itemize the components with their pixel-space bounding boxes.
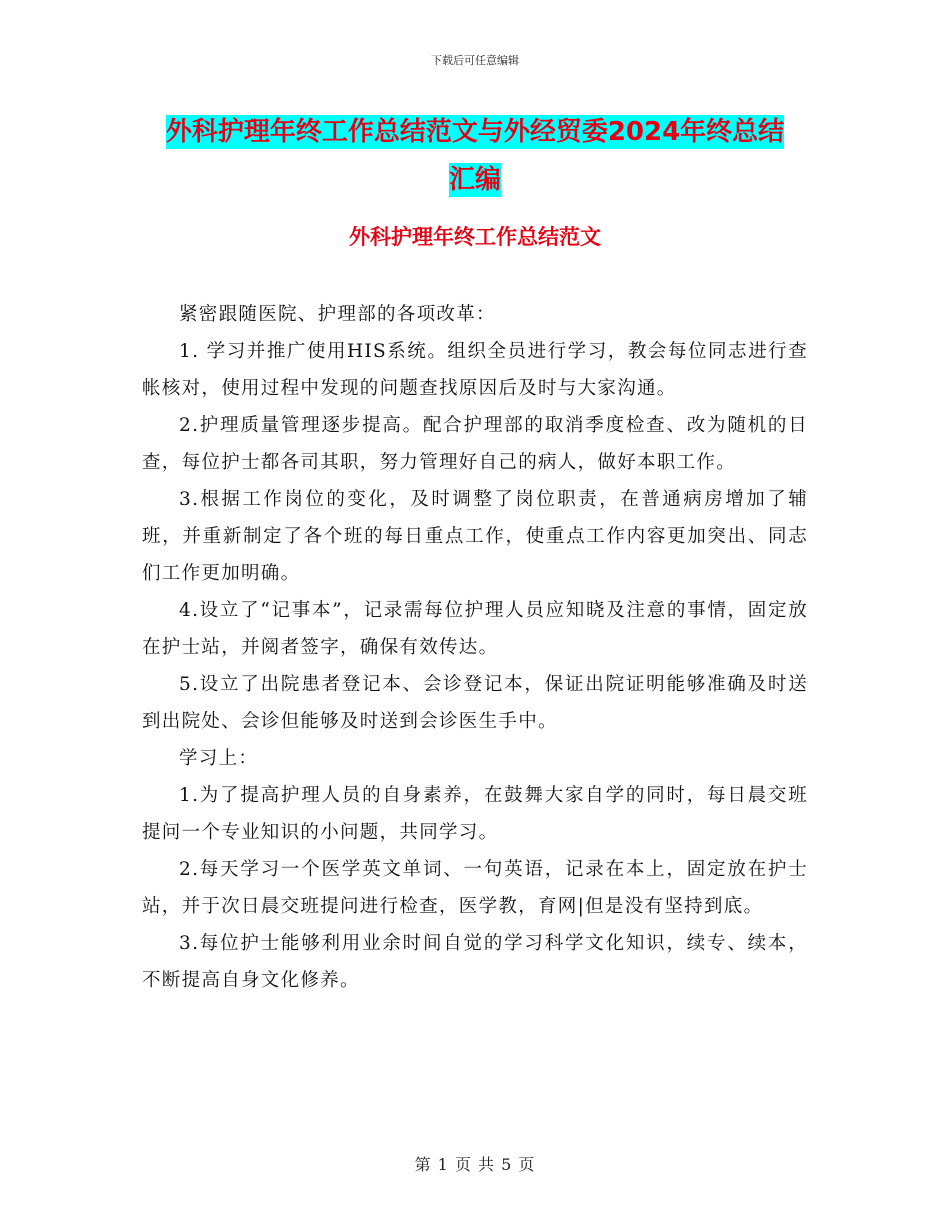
page-footer: [0, 1154, 950, 1176]
paragraph: 2.每天学习一个医学英文单词、一句英语，记录在本上，固定放在护士站，并于次日晨交班提问进行检查，医学教，育网|但是没有坚持到底。: [142, 859, 808, 917]
header-text: 下载后可任意编辑: [431, 54, 519, 67]
paragraph: 1. 学习并推广使用HIS系统。组织全员进行学习，教会每位同志进行查帐核对，使用过程中发现的问题查找原因后及时与大家沟通。: [142, 341, 808, 399]
page-header: [0, 53, 950, 69]
paragraph: 3.每位护士能够利用业余时间自觉的学习科学文化知识，续专、续本，不断提高自身文化修养。: [142, 933, 808, 991]
paragraph: 学习上：: [179, 748, 259, 769]
section-title: 外科护理年终工作总结范文: [349, 225, 601, 249]
paragraph: 1.为了提高护理人员的自身素养，在鼓舞大家自学的同时，每日晨交班提问一个专业知识的小问题，共同学习。: [142, 785, 808, 843]
document-title-line-1: 外科护理年终工作总结范文与外经贸委2024年终总结: [165, 117, 785, 147]
document-body: [142, 296, 808, 999]
document-title: [0, 108, 950, 204]
paragraph: 3.根据工作岗位的变化，及时调整了岗位职责，在普通病房增加了辅班，并重新制定了各个班的每日重点工作，使重点工作内容更加突出、同志们工作更加明确。: [142, 489, 808, 584]
paragraph: 4.设立了“记事本”，记录需每位护理人员应知晓及注意的事情，固定放在护士站，并阅者签字，确保有效传达。: [142, 600, 808, 658]
document-title-line-2: 汇编: [448, 165, 501, 195]
paragraph: 5.设立了出院患者登记本、会诊登记本，保证出院证明能够准确及时送到出院处、会诊但能够及时送到会诊医生手中。: [142, 674, 808, 732]
page-number: 第 1 页 共 5 页: [414, 1155, 536, 1174]
paragraph: 紧密跟随医院、护理部的各项改革：: [179, 304, 496, 325]
paragraph: 2.护理质量管理逐步提高。配合护理部的取消季度检查、改为随机的日查，每位护士都各司其职，努力管理好自己的病人，做好本职工作。: [142, 415, 808, 473]
